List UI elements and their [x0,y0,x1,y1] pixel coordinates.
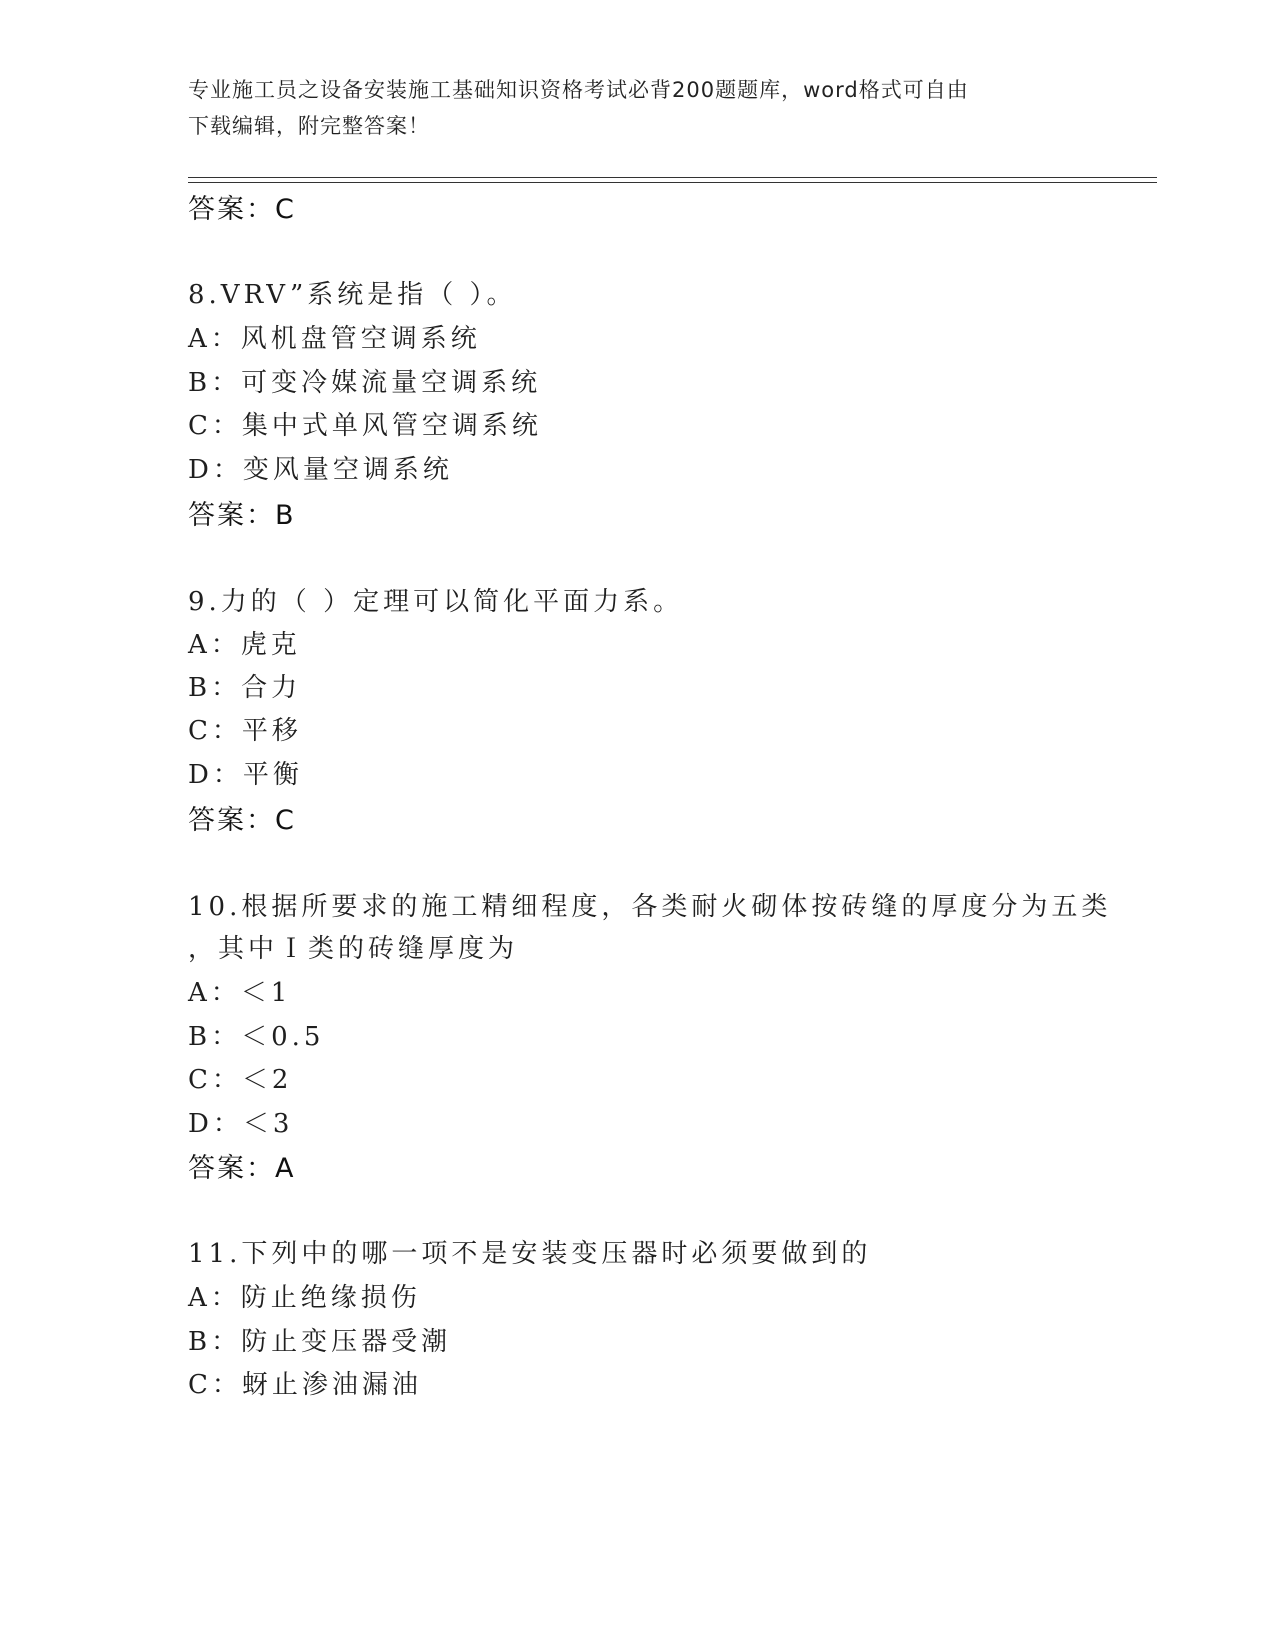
header-line-1: 专业施工员之设备安装施工基础知识资格考试必背200题题库，word格式可自由 [188,78,969,102]
question-8-option-a: A：风机盘管空调系统 [188,324,481,354]
document-header [188,72,1068,144]
question-9-option-a: A：虎克 [188,630,301,660]
answer-q9: 答案：C [188,805,296,836]
question-8-stem: 8.VRV”系统是指（ ）。 [188,280,517,310]
question-11-stem: 11.下列中的哪一项不是安装变压器时必须要做到的 [188,1239,872,1269]
header-divider-top [188,177,1157,178]
question-8-option-d: D：变风量空调系统 [188,455,453,485]
question-11-option-c: C：蚜止渗油漏油 [188,1370,422,1400]
answer-q10: 答案：A [188,1153,296,1184]
answer-q8: 答案：B [188,500,296,531]
question-9-option-b: B：合力 [188,673,302,703]
question-9-option-c: C：平移 [188,716,302,746]
header-divider-bottom [188,182,1157,183]
question-10-stem-line-1: 10.根据所要求的施工精细程度，各类耐火砌体按砖缝的厚度分为五类 [188,892,1112,922]
question-10-option-b: B：＜0.5 [188,1022,325,1052]
question-8-option-b: B：可变冷媒流量空调系统 [188,368,542,398]
question-8-option-c: C：集中式单风管空调系统 [188,411,542,441]
header-line-2: 下载编辑，附完整答案！ [188,114,430,138]
question-10-stem-line-2: ，其中Ｉ类的砖缝厚度为 [188,934,519,964]
question-10-option-a: A：＜1 [188,978,292,1008]
question-10-option-d: D：＜3 [188,1109,294,1139]
question-11-option-a: A：防止绝缘损伤 [188,1283,421,1313]
question-9-stem: 9.力的（ ）定理可以简化平面力系。 [188,587,684,617]
question-10-option-c: C：＜2 [188,1065,293,1095]
question-9-option-d: D：平衡 [188,760,303,790]
answer-q7: 答案：C [188,194,296,225]
question-11-option-b: B：防止变压器受潮 [188,1327,452,1357]
